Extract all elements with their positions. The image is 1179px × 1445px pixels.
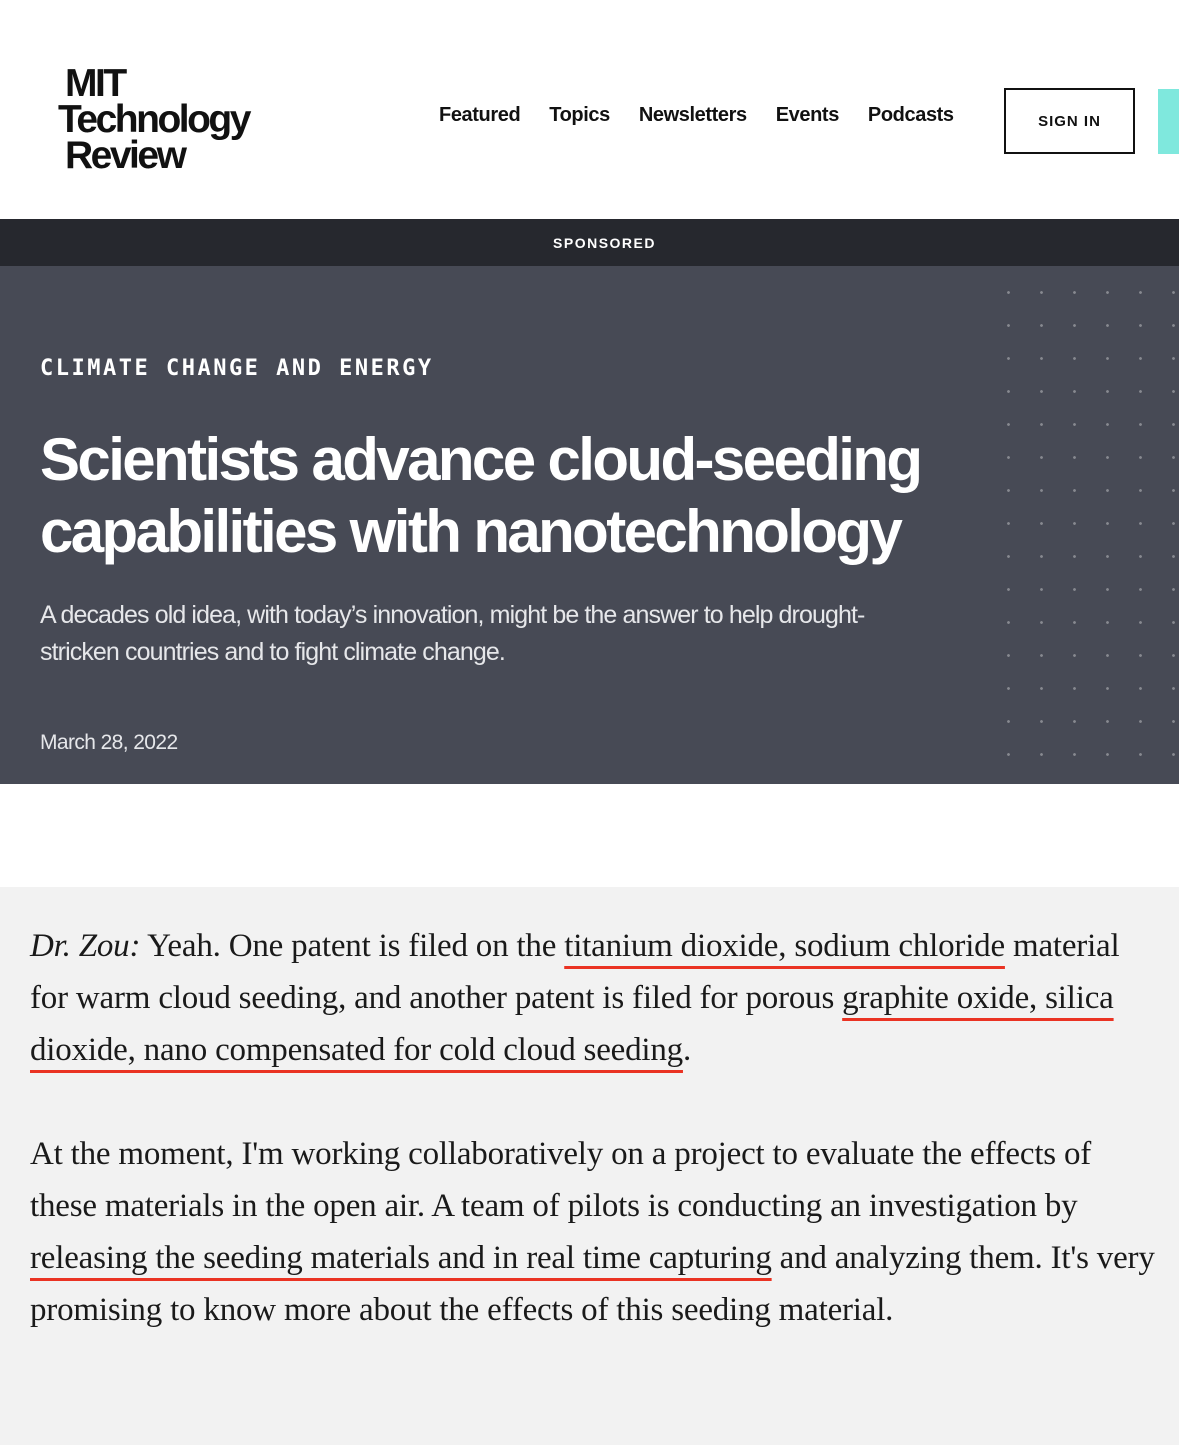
article-paragraph bbox=[30, 1128, 1160, 1336]
sponsored-bar bbox=[0, 219, 1179, 266]
highlighted-text: titanium dioxide, sodium chloride bbox=[564, 928, 1005, 964]
category-link[interactable]: CLIMATE CHANGE AND ENERGY bbox=[40, 356, 434, 381]
highlighted-text: releasing the seeding materials and in real time capturing bbox=[30, 1240, 772, 1276]
paragraph-text: and analyzing them. It's very promising to know more about the effects of this seeding material. bbox=[30, 1240, 1155, 1328]
nav-featured[interactable]: Featured bbox=[439, 104, 521, 126]
subscribe-button-edge[interactable] bbox=[1158, 89, 1179, 154]
main-nav bbox=[439, 104, 954, 127]
article-body bbox=[0, 887, 1179, 1445]
paragraph-text: At the moment, I'm working collaboratively on a project to evaluate the effects of these materials in the open air. A team of pilots is conducting an investigation by bbox=[30, 1136, 1092, 1224]
logo-line-3: Review bbox=[65, 134, 185, 177]
nav-podcasts[interactable]: Podcasts bbox=[867, 104, 954, 126]
sponsored-label: SPONSORED bbox=[553, 234, 656, 251]
speaker-label: Dr. Zou: bbox=[30, 928, 141, 964]
highlighted-text: graphite oxide, silica dioxide, nano compensated for cold cloud seeding bbox=[30, 980, 1114, 1068]
logo-line-2: Technology bbox=[58, 98, 249, 141]
paragraph-text: Yeah. One patent is filed on the bbox=[140, 928, 565, 964]
site-header bbox=[0, 0, 1179, 219]
logo-line-1: MIT bbox=[65, 62, 125, 105]
sign-in-button[interactable]: SIGN IN bbox=[1004, 88, 1135, 154]
nav-events[interactable]: Events bbox=[775, 104, 839, 126]
nav-topics[interactable]: Topics bbox=[549, 104, 610, 126]
article-hero bbox=[0, 266, 1179, 784]
nav-newsletters[interactable]: Newsletters bbox=[638, 104, 747, 126]
article-title: Scientists advance cloud-seeding capabilities with nanotechnology bbox=[40, 426, 921, 565]
mit-technology-review-logo[interactable] bbox=[58, 62, 249, 177]
paragraph-text: . bbox=[682, 1032, 692, 1068]
article-subtitle: A decades old idea, with today’s innovation, might be the answer to help drought-stricken countries and to fight climate change. bbox=[40, 601, 865, 666]
paragraph-text: material for warm cloud seeding, and another patent is filed for porous bbox=[30, 928, 1120, 1016]
publish-date: March 28, 2022 bbox=[40, 731, 178, 754]
article-paragraph bbox=[30, 920, 1160, 1076]
